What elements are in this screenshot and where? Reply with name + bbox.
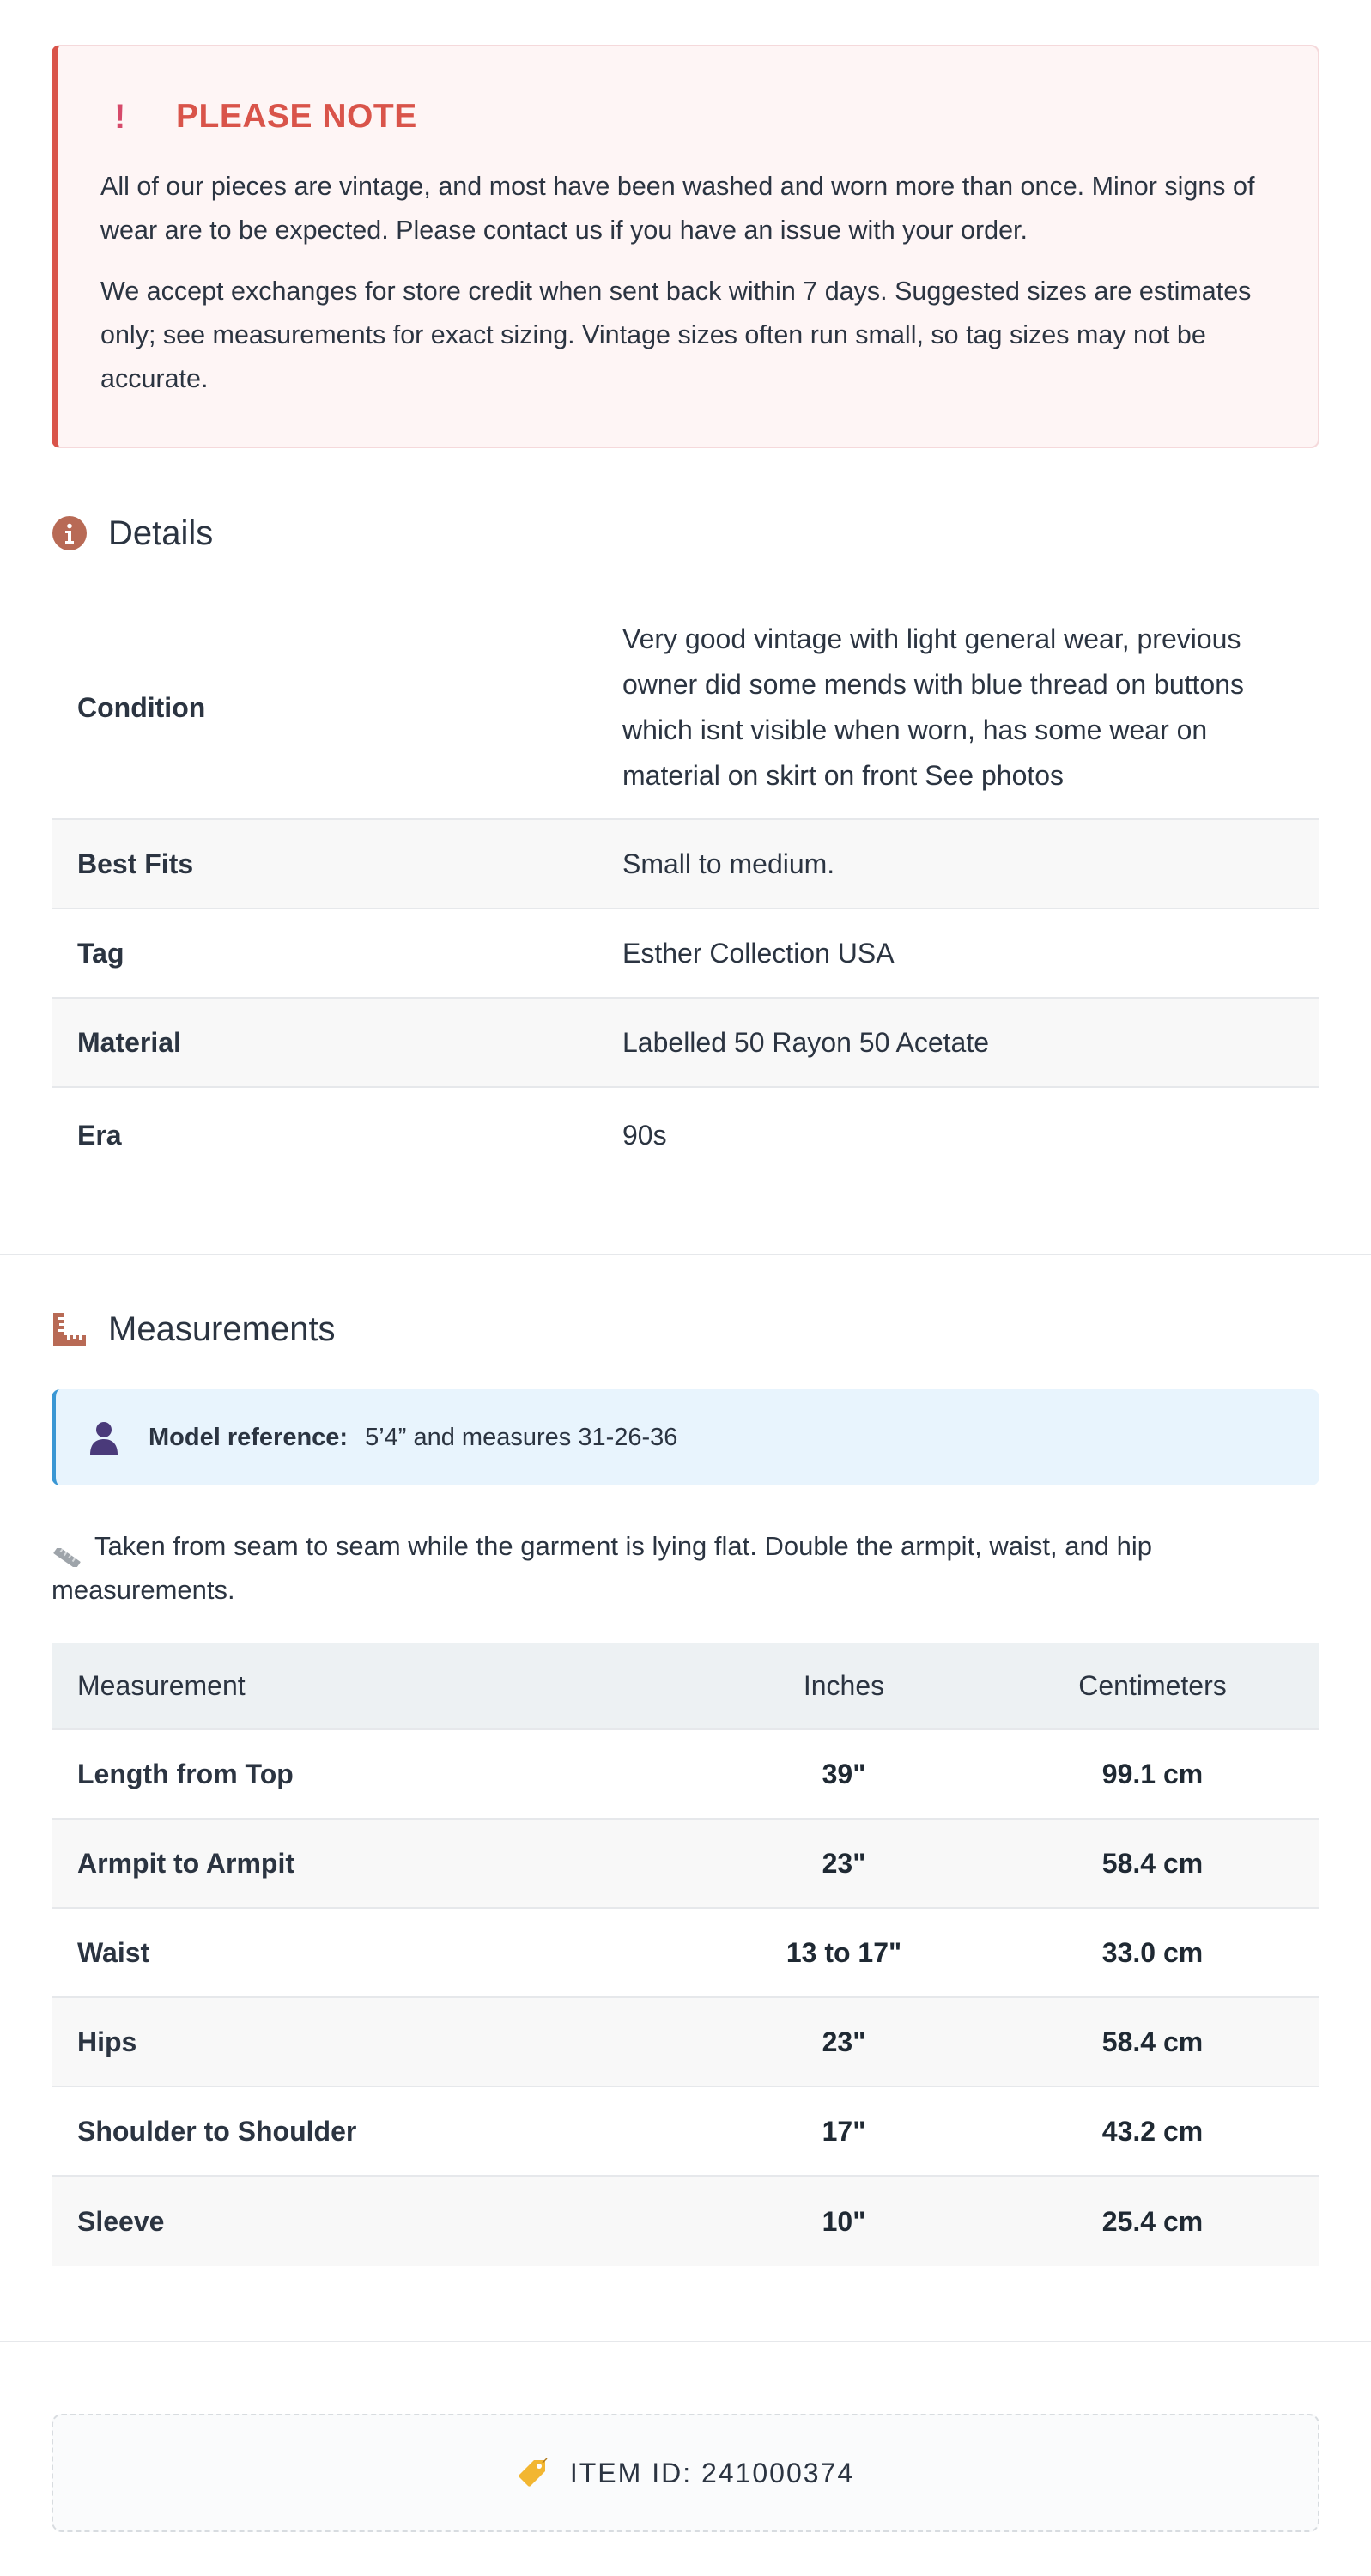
table-row [52, 1909, 1319, 1998]
details-row-tag [52, 909, 1319, 999]
table-header [52, 1643, 1319, 1730]
section-divider [0, 2341, 1371, 2342]
measurement-cm: 99.1 cm [1101, 1758, 1204, 1789]
person-icon [88, 1420, 119, 1455]
details-heading [52, 507, 213, 559]
measurement-name: Shoulder to Shoulder [77, 2115, 357, 2147]
measurement-inches: 13 to 17" [786, 1936, 902, 1968]
details-row-condition [52, 597, 1319, 820]
details-value: Esther Collection USA [622, 937, 895, 969]
table-row [52, 1730, 1319, 1820]
section-divider [0, 1254, 1371, 1255]
measurement-inches: 10" [822, 2205, 866, 2237]
measurement-inches: 23" [822, 2026, 866, 2057]
details-value: 90s [622, 1119, 667, 1151]
measurement-inches: 17" [822, 2115, 866, 2147]
measurement-note-text: Taken from seam to seam while the garment is lying flat. Double the armpit, waist, and hip measurements. [52, 1531, 1152, 1605]
measurement-cm: 58.4 cm [1101, 2026, 1204, 2057]
measurement-name: Armpit to Armpit [77, 1847, 295, 1879]
item-id-label: ITEM ID: 241000374 [569, 2457, 855, 2488]
ruler-icon [52, 1311, 88, 1347]
details-value: Small to medium. [622, 848, 835, 879]
details-label: Condition [77, 691, 206, 723]
table-row [52, 2087, 1319, 2177]
measurement-inches: 39" [822, 1758, 866, 1789]
details-row-best-fits [52, 820, 1319, 909]
measurement-inches: 23" [822, 1847, 866, 1879]
measurement-name: Waist [77, 1936, 150, 1968]
measurement-cm: 43.2 cm [1101, 2115, 1204, 2147]
measurements-title: Measurements [108, 1309, 336, 1348]
details-label: Best Fits [77, 848, 194, 879]
model-reference-label: Model reference: [149, 1423, 349, 1451]
measurement-name: Length from Top [77, 1758, 294, 1789]
measurement-name: Sleeve [77, 2205, 165, 2237]
measurements-table [52, 1643, 1319, 2266]
model-reference-value: 5’4” and measures 31-26-36 [365, 1423, 678, 1451]
measurement-note [52, 1524, 1271, 1612]
details-title: Details [108, 513, 214, 552]
measurement-cm: 58.4 cm [1101, 1847, 1204, 1879]
details-row-era [52, 1088, 1319, 1182]
ruler-pencil-icon [52, 1536, 82, 1555]
table-row [52, 2177, 1319, 2266]
item-id-box [52, 2414, 1319, 2532]
column-header: Inches [803, 1669, 885, 1701]
column-header: Centimeters [1078, 1669, 1227, 1701]
tag-icon [517, 2458, 548, 2488]
details-value: Labelled 50 Rayon 50 Acetate [622, 1026, 989, 1058]
table-row [52, 1998, 1319, 2087]
notice-header [100, 94, 1275, 139]
measurement-name: Hips [77, 2026, 137, 2057]
notice-title: PLEASE NOTE [176, 98, 417, 135]
table-row [52, 1820, 1319, 1909]
details-table [52, 597, 1319, 1182]
details-row-material [52, 999, 1319, 1088]
model-reference-box [52, 1389, 1319, 1485]
notice-paragraph: All of our pieces are vintage, and most have been washed and worn more than once. Minor signs of wear are to be expected. Please contact us if you have an issue with your order. [100, 172, 1255, 245]
details-label: Tag [77, 937, 124, 969]
info-icon [52, 515, 88, 551]
notice-box [52, 45, 1319, 448]
details-value: Very good vintage with light general wear, previous owner did some mends with blue thread on buttons which isnt visible when worn, has some wear on material on skirt on front See photos [622, 623, 1244, 791]
measurement-cm: 25.4 cm [1101, 2205, 1204, 2237]
measurement-cm: 33.0 cm [1101, 1936, 1204, 1968]
exclamation-icon: ! [114, 98, 126, 136]
details-label: Material [77, 1026, 181, 1058]
column-header: Measurement [77, 1669, 246, 1701]
measurements-heading [52, 1303, 336, 1355]
notice-paragraph: We accept exchanges for store credit when sent back within 7 days. Suggested sizes are estimates only; see measurements for exact sizing. Vintage sizes often run small, so tag sizes may not be accurate. [100, 276, 1252, 393]
details-label: Era [77, 1119, 122, 1151]
